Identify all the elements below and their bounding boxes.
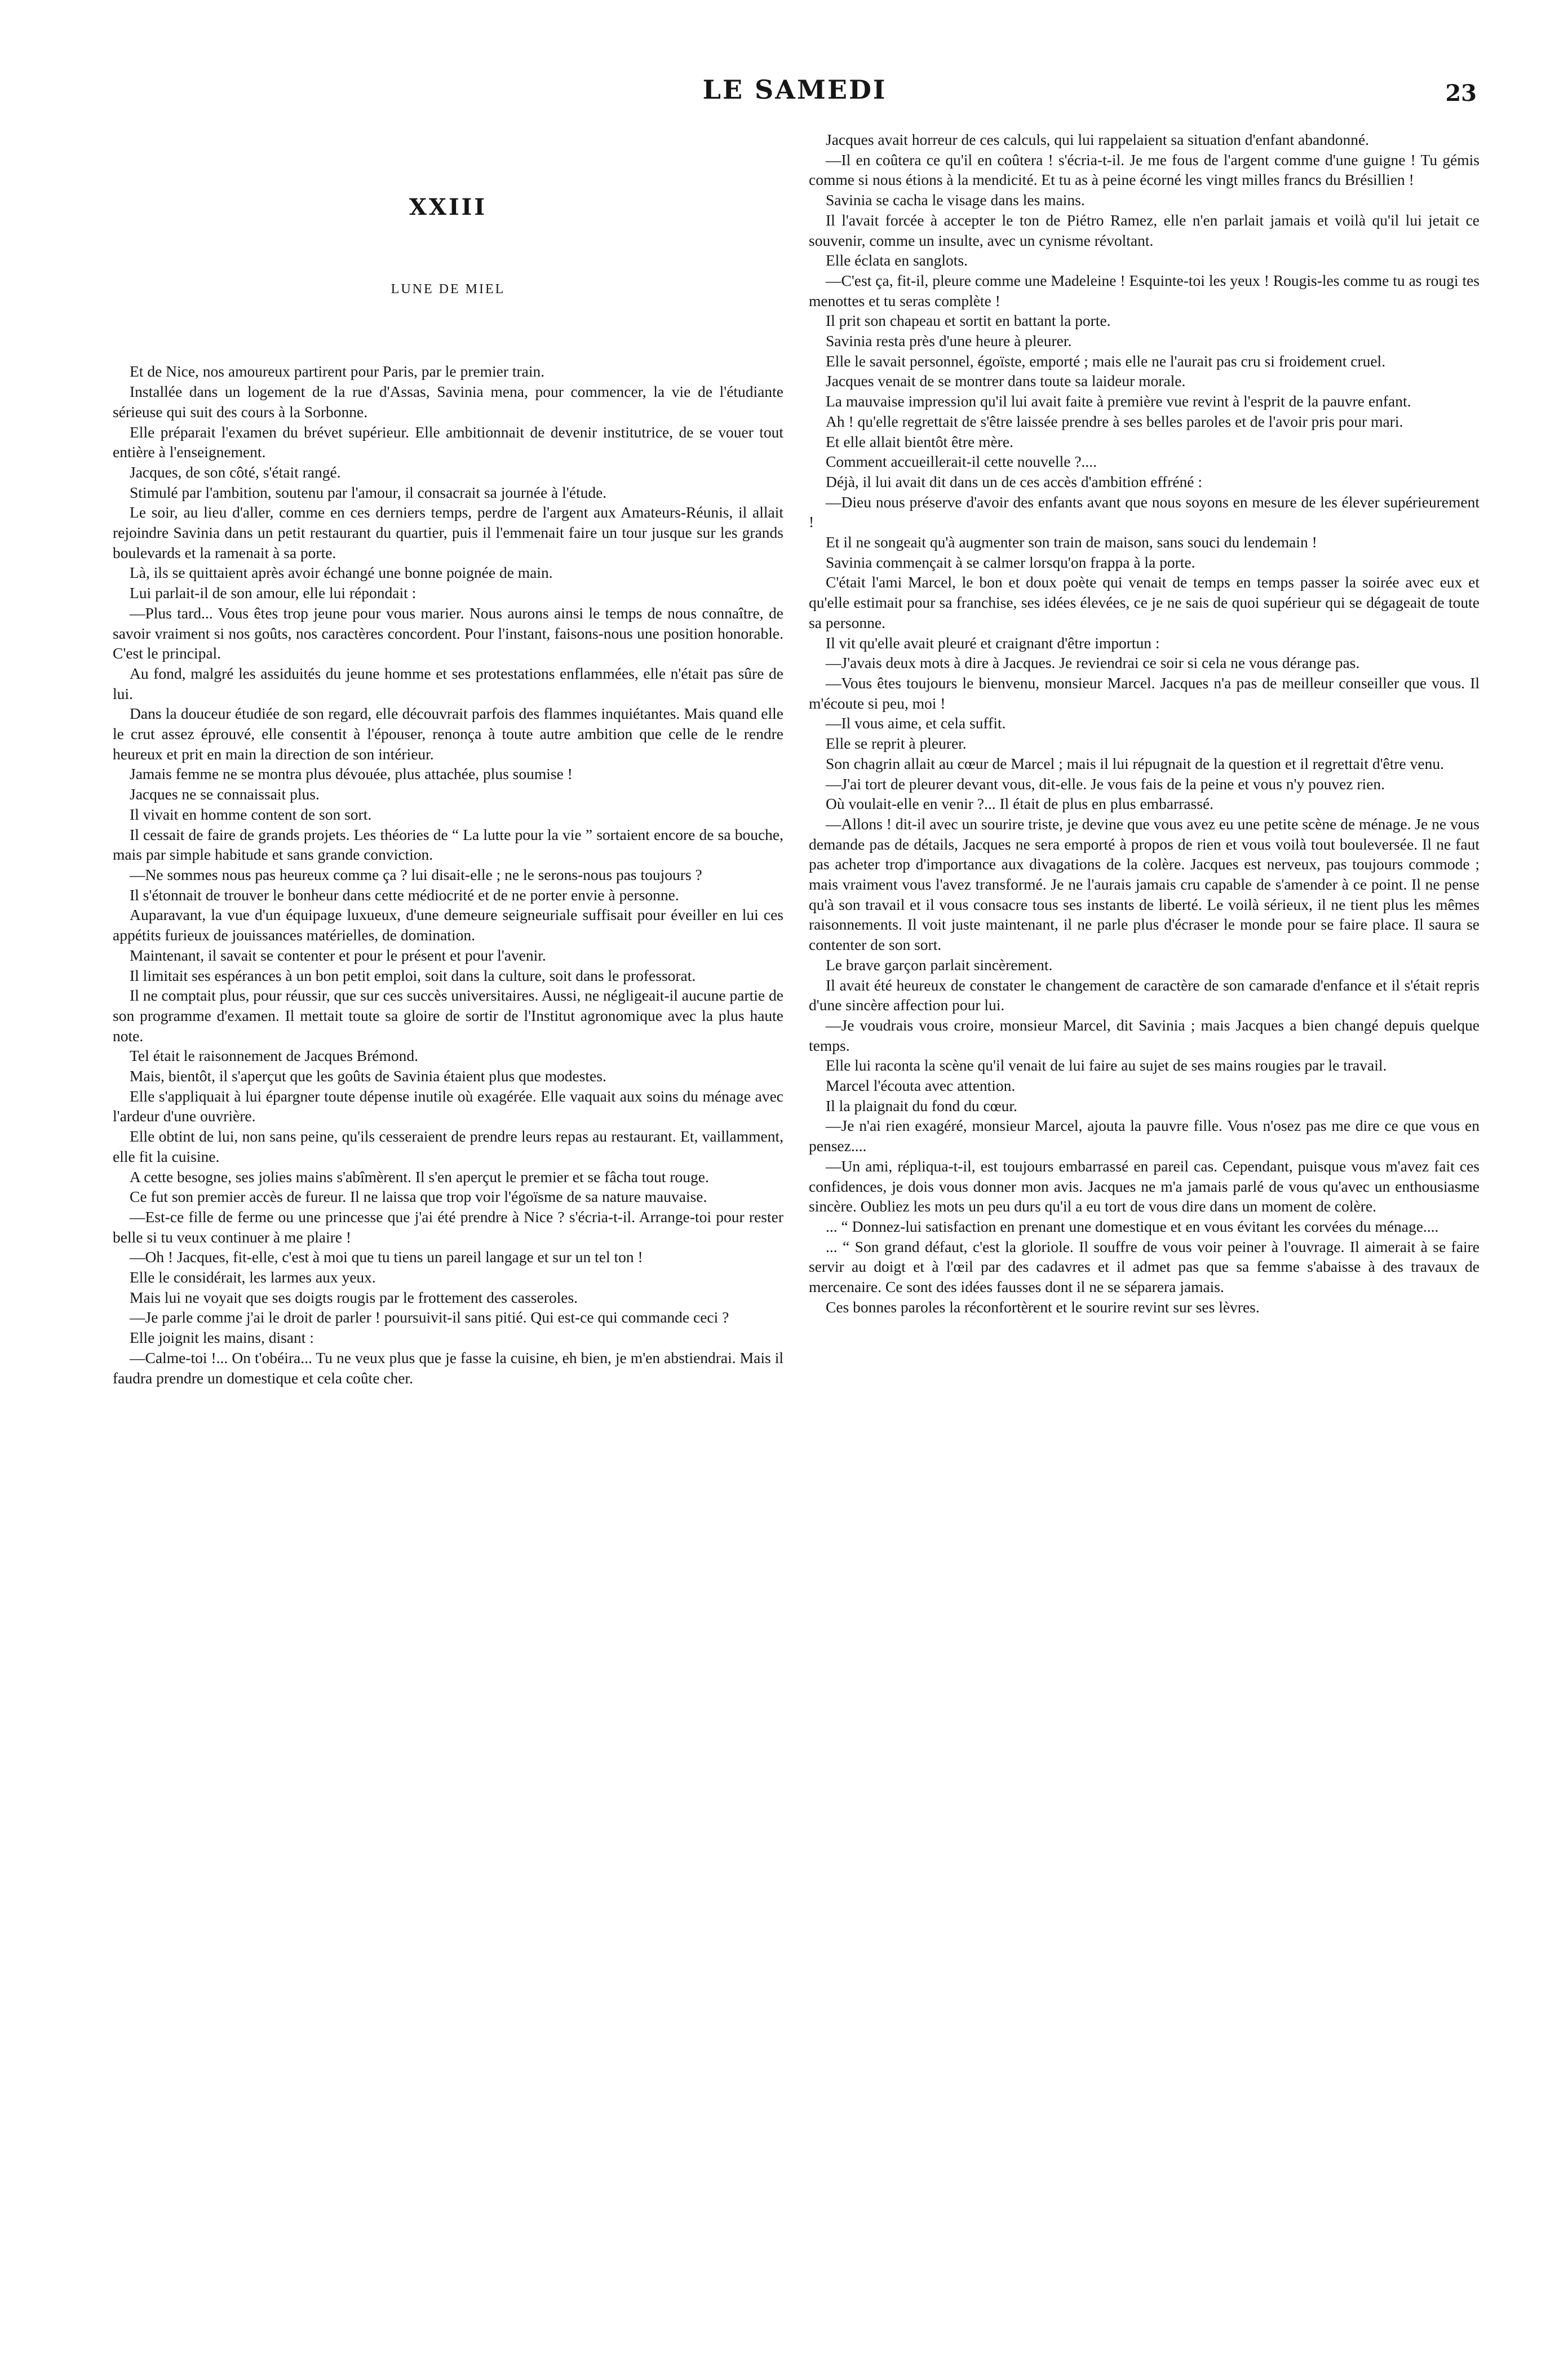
paragraph: —Plus tard... Vous êtes trop jeune pour vous marier. Nous aurons ainsi le temps de nous connaître, de savoir vraiment si nos goûts, nos caractères concordent. Pour l'instant, faisons-nous une position honorable. C'est le principal.: [113, 604, 783, 662]
paragraph: Lui parlait-il de son amour, elle lui répondait :: [130, 584, 417, 602]
paragraph: Il ne comptait plus, pour réussir, que sur ces succès universitaires. Aussi, ne négligeait-il aucune partie de son programme d'examen. Il mettait toute sa gloire de sortir de l'Institut agronomique avec la plus haute note.: [113, 987, 783, 1045]
paragraph: Et elle allait bientôt être mère.: [826, 432, 1013, 450]
paragraph: —Il vous aime, et cela suffit.: [826, 714, 1006, 732]
paragraph: —Je parle comme j'ai le droit de parler ! poursuivit-il sans pitié. Qui est-ce qui commande ceci ?: [130, 1308, 729, 1326]
paragraph: Jacques venait de se montrer dans toute sa laideur morale.: [826, 372, 1186, 390]
paragraph: —Je voudrais vous croire, monsieur Marcel, dit Savinia ; mais Jacques a bien changé depuis quelque temps.: [809, 1016, 1480, 1054]
paragraph: Elle préparait l'examen du brévet supérieur. Elle ambitionnait de devenir institutrice, de se vouer tout entière à l'enseignement.: [113, 423, 783, 461]
paragraph: Elle éclata en sanglots.: [826, 251, 968, 269]
paragraph: Il la plaignait du fond du cœur.: [826, 1096, 1017, 1114]
paragraph: Jamais femme ne se montra plus dévouée, plus attachée, plus soumise !: [130, 765, 573, 783]
paragraph: Ces bonnes paroles la réconfortèrent et le sourire revint sur ses lèvres.: [826, 1298, 1260, 1316]
paragraph: A cette besogne, ses jolies mains s'abîmèrent. Il s'en aperçut le premier et se fâcha tout rouge.: [130, 1167, 709, 1186]
paragraph: Jacques avait horreur de ces calculs, qui lui rappelaient sa situation d'enfant abandonné.: [826, 131, 1370, 148]
paragraph: —C'est ça, fit-il, pleure comme une Madeleine ! Esquinte-toi les yeux ! Rougis-les comme tu as rougi tes menottes et tu seras complète !: [809, 271, 1480, 309]
paragraph: Savinia resta près d'une heure à pleurer.: [826, 332, 1072, 350]
paragraph: Stimulé par l'ambition, soutenu par l'amour, il consacrait sa journée à l'étude.: [130, 483, 607, 501]
paragraph: —J'avais deux mots à dire à Jacques. Je reviendrai ce soir si cela ne vous dérange pas.: [826, 654, 1360, 672]
paragraph: Le soir, au lieu d'aller, comme en ces derniers temps, perdre de l'argent aux Amateurs-Réunis, il allait rejoindre Savinia dans un petit restaurant du quartier, puis il l'emmenait faire un tour jusque sur les grands boulevards et la ramenait à sa porte.: [113, 503, 783, 561]
paragraph: Son chagrin allait au cœur de Marcel ; mais il lui répugnait de la question et il regrettait d'être venu.: [826, 754, 1444, 772]
paragraph: Elle le considérait, les larmes aux yeux.: [130, 1268, 376, 1286]
paragraph: Il cessait de faire de grands projets. Les théories de “ La lutte pour la vie ” sortaient encore de sa bouche, mais par simple habitude et sans grande conviction.: [113, 825, 783, 864]
paragraph: Marcel l'écouta avec attention.: [826, 1077, 1016, 1095]
paragraph: Elle se reprit à pleurer.: [826, 735, 967, 753]
paragraph: Déjà, il lui avait dit dans un de ces accès d'ambition effréné :: [826, 472, 1203, 490]
paragraph: —Un ami, répliqua-t-il, est toujours embarrassé en pareil cas. Cependant, puisque vous m'avez fait ces confidences, je dois vous donner mon avis. Jacques ne m'a jamais parlé de vous qu'avec un enthousiasme sincère. Oubliez les mots un peu durs qu'il a eu tort de vous dire dans un moment de colère.: [809, 1157, 1480, 1215]
paragraph: Elle obtint de lui, non sans peine, qu'ils cesseraient de prendre leurs repas au restaurant. Et, vaillamment, elle fit la cuisine.: [113, 1127, 783, 1165]
paragraph: —Dieu nous préserve d'avoir des enfants avant que nous soyons en mesure de les élever supérieurement !: [809, 493, 1480, 531]
left-column: [113, 130, 783, 1388]
paragraph: Il limitait ses espérances à un bon petit emploi, soit dans la culture, soit dans le professorat.: [130, 966, 696, 984]
paragraph: ... “ Son grand défaut, c'est la gloriole. Il souffre de vous voir peiner à l'ouvrage. Il aimerait à se faire servir au doigt et à l'œil par des cadavres et il admet pas que sa femme s'abaisse à des travaux de mercenaire. Ce sont des idées fausses dont il ne se séparera jamais.: [809, 1237, 1480, 1296]
chapter-number: XXIII: [409, 194, 488, 220]
paragraph: Il l'avait forcée à accepter le ton de Piétro Ramez, elle n'en parlait jamais et voilà qu'il lui jetait ce souvenir, comme un insulte, avec un cynisme révoltant.: [809, 211, 1480, 249]
page-number: 23: [1445, 80, 1477, 107]
paragraph: Il vivait en homme content de son sort.: [130, 805, 372, 823]
paragraph: Il vit qu'elle avait pleuré et craignant d'être importun :: [826, 634, 1160, 652]
paragraph: Là, ils se quittaient après avoir échangé une bonne poignée de main.: [130, 564, 553, 582]
paragraph: Jacques, de son côté, s'était rangé.: [130, 463, 341, 481]
paragraph: —Allons ! dit-il avec un sourire triste, je devine que vous avez eu une petite scène de ménage. Je ne vous demande pas de détails, Jacques ne sera emporté à propos de rien et vous voilà tout bouleversée. Il ne faut pas acheter trop d'importance aux divagations de la colère. Jacques est nerveux, pas toujours commode ; mais vraiment vous l'avez transformé. Je ne l'aurais jamais cru capable de s'amender à ce point. Il ne pense qu'à son travail et il vous consacre tous ses instants de liberté. Le voilà sérieux, il ne tient plus les mêmes raisonnements. Il voit juste maintenant, il ne parle plus d'écraser le monde pour se faire place. Il saura se contenter de son sort.: [809, 815, 1480, 954]
paragraph: —Est-ce fille de ferme ou une princesse que j'ai été prendre à Nice ? s'écria-t-il. Arrange-toi pour rester belle si tu veux continuer à me plaire !: [113, 1208, 783, 1246]
paragraph: Jacques ne se connaissait plus.: [130, 785, 320, 803]
paragraph: Il prit son chapeau et sortit en battant la porte.: [826, 312, 1111, 330]
paragraph: —J'ai tort de pleurer devant vous, dit-elle. Je vous fais de la peine et vous n'y pouvez rien.: [826, 775, 1385, 793]
paragraph: Installée dans un logement de la rue d'Assas, Savinia mena, pour commencer, la vie de l'étudiante sérieuse qui suit des cours à la Sorbonne.: [113, 383, 783, 421]
paragraph: Et il ne songeait qu'à augmenter son train de maison, sans souci du lendemain !: [826, 533, 1317, 551]
paragraph: La mauvaise impression qu'il lui avait faite à première vue revint à l'esprit de la pauvre enfant.: [826, 392, 1411, 410]
paragraph: —Je n'ai rien exagéré, monsieur Marcel, ajouta la pauvre fille. Vous n'osez pas me dire ce que vous en pensez....: [809, 1117, 1480, 1155]
paragraph: Dans la douceur étudiée de son regard, elle découvrait parfois des flammes inquiétantes. Mais quand elle le crut assez éprouvé, elle consentit à l'épouser, renonça à toute autre ambition que celle de le rendre heureux et prit en main la direction de son intérieur.: [113, 705, 783, 763]
paragraph: Elle joignit les mains, disant :: [130, 1329, 314, 1347]
paragraph: Mais lui ne voyait que ses doigts rougis par le frottement des casseroles.: [130, 1288, 578, 1306]
paragraph: Savinia se cacha le visage dans les mains.: [826, 191, 1085, 209]
running-title: LE SAMEDI: [702, 74, 887, 105]
paragraph: Où voulait-elle en venir ?... Il était de plus en plus embarrassé.: [826, 795, 1214, 813]
paragraph: Il avait été heureux de constater le changement de caractère de son camarade d'enfance et il s'était repris d'une sincère affection pour lui.: [809, 976, 1480, 1014]
paragraph: Le brave garçon parlait sincèrement.: [826, 956, 1053, 974]
paragraph: Mais, bientôt, il s'aperçut que les goûts de Savinia étaient plus que modestes.: [130, 1067, 606, 1085]
paragraph: Elle lui raconta la scène qu'il venait de lui faire au sujet de ses mains rougies par le travail.: [826, 1056, 1387, 1074]
paragraph: —Vous êtes toujours le bienvenu, monsieur Marcel. Jacques n'a pas de meilleur conseiller que vous. Il m'écoute si peu, moi !: [809, 674, 1480, 712]
paragraph: Auparavant, la vue d'un équipage luxueux, d'une demeure seigneuriale suffisait pour éveiller en lui ces appétits furieux de jouissances matérielles, de domination.: [113, 906, 783, 944]
paragraph: —Calme-toi !... On t'obéira... Tu ne veux plus que je fasse la cuisine, eh bien, je m'en abstiendrai. Mais il faudra prendre un domestique et cela coûte cher.: [113, 1348, 783, 1387]
paragraph: Comment accueillerait-il cette nouvelle ?....: [826, 453, 1097, 471]
paragraph: —Il en coûtera ce qu'il en coûtera ! s'écria-t-il. Je me fous de l'argent comme d'une guigne ! Tu gémis comme si nous étions à la mendicité. Et tu as à peine écorné les vingt milles francs du Brésillien !: [809, 151, 1480, 189]
paragraph: Ce fut son premier accès de fureur. Il ne laissa que trop voir l'égoïsme de sa nature mauvaise.: [130, 1188, 707, 1206]
paragraph: —Oh ! Jacques, fit-elle, c'est à moi que tu tiens un pareil langage et sur un tel ton !: [130, 1248, 643, 1266]
paragraph: C'était l'ami Marcel, le bon et doux poète qui venait de temps en temps passer la soirée avec eux et qu'elle estimait pour sa franchise, ses idées élevées, ce je ne sais de quoi supérieur qui se dégageait de toute sa personne.: [809, 573, 1480, 631]
paragraph: Savinia commençait à se calmer lorsqu'on frappa à la porte.: [826, 553, 1195, 571]
paragraph: Ah ! qu'elle regrettait de s'être laissée prendre à ses belles paroles et de l'avoir pris pour mari.: [826, 412, 1403, 430]
chapter-title: LUNE DE MIEL: [391, 281, 506, 297]
page-header: [113, 74, 1477, 120]
paragraph: Au fond, malgré les assiduités du jeune homme et ses protestations enflammées, elle n'était pas sûre de lui.: [113, 664, 783, 702]
paragraph: Maintenant, il savait se contenter et pour le présent et pour l'avenir.: [130, 946, 546, 964]
paragraph: Et de Nice, nos amoureux partirent pour Paris, par le premier train.: [130, 362, 545, 381]
paragraph: ... “ Donnez-lui satisfaction en prenant une domestique et en vous évitant les corvées du ménage....: [826, 1217, 1439, 1235]
paragraph: Tel était le raisonnement de Jacques Brémond.: [130, 1047, 418, 1065]
paragraph: Elle s'appliquait à lui épargner toute dépense inutile où exagérée. Elle vaquait aux soins du ménage avec l'ardeur d'une ouvrière.: [113, 1087, 783, 1125]
right-column: [809, 130, 1480, 1317]
paragraph: —Ne sommes nous pas heureux comme ça ? lui disait-elle ; ne le serons-nous pas toujours ?: [130, 865, 702, 883]
paragraph: Il s'étonnait de trouver le bonheur dans cette médiocrité et de ne porter envie à personne.: [130, 886, 679, 904]
paragraph: Elle le savait personnel, égoïste, emporté ; mais elle ne l'aurait pas cru si froidement cruel.: [826, 352, 1386, 370]
